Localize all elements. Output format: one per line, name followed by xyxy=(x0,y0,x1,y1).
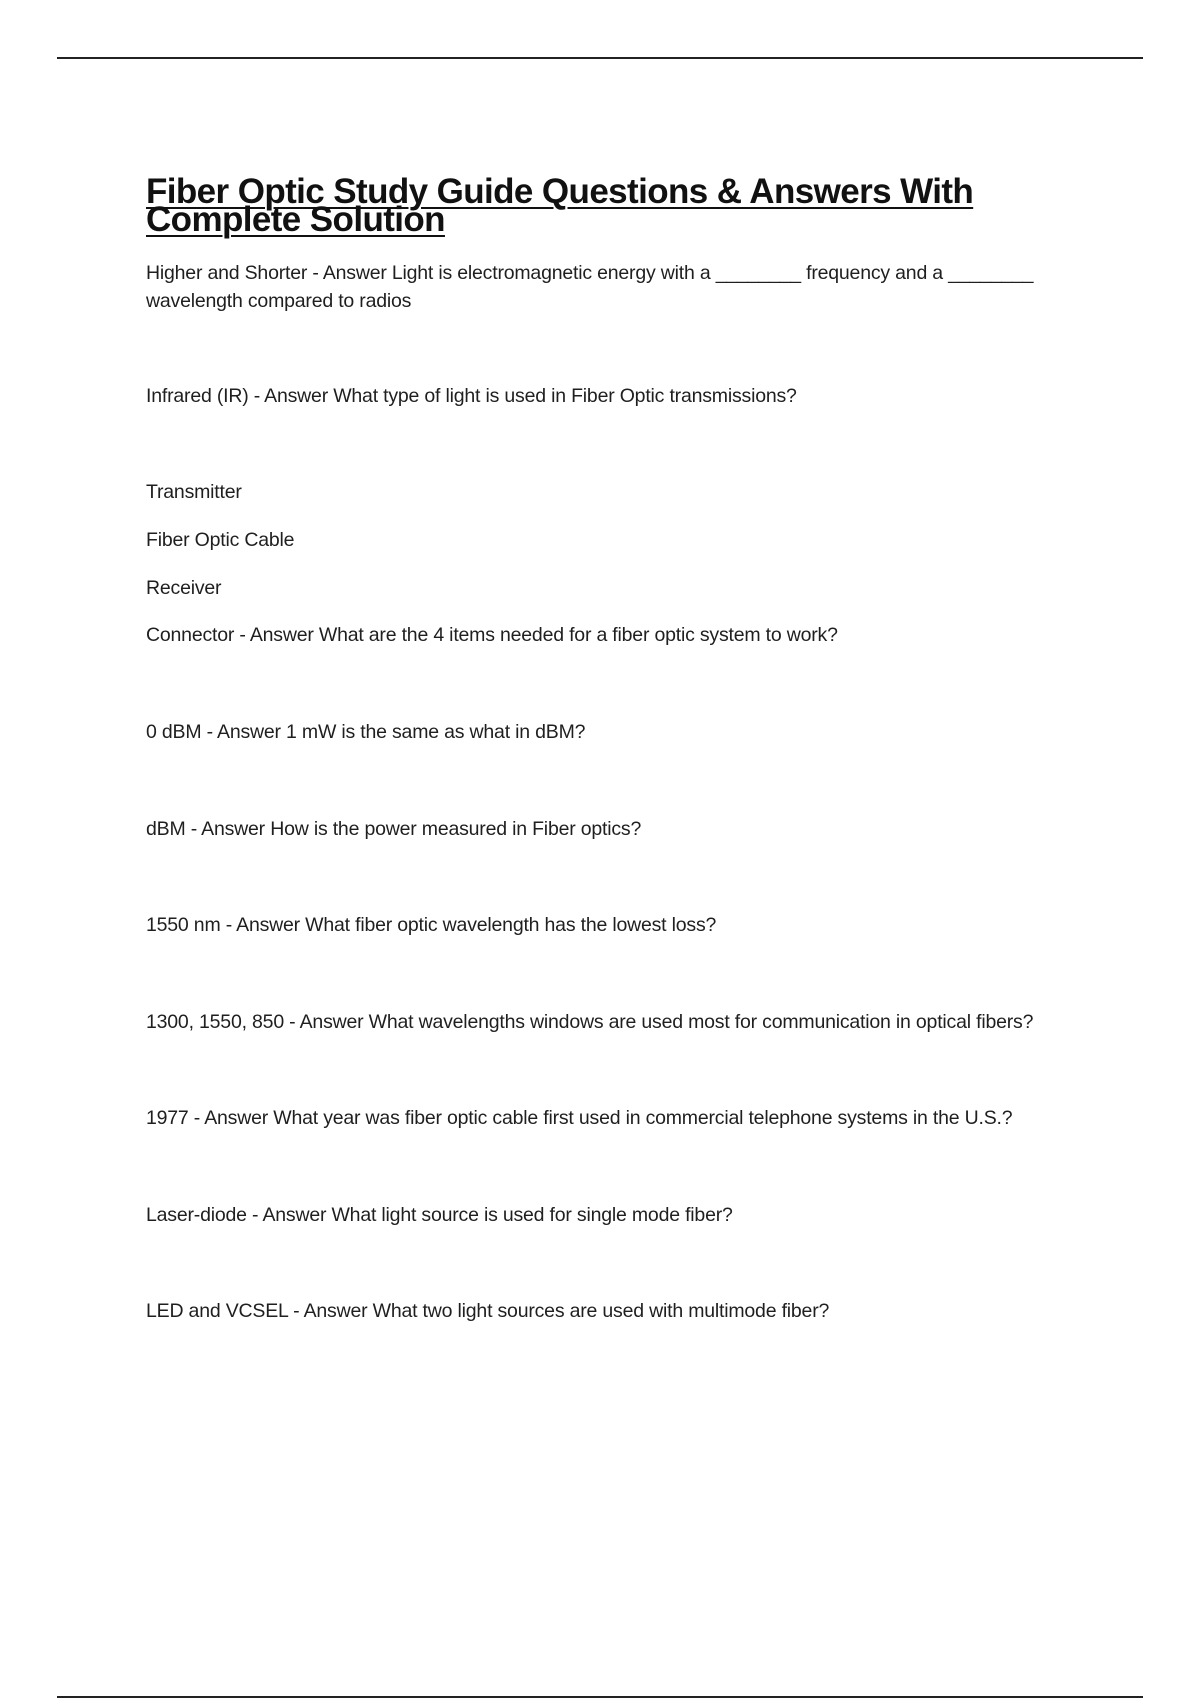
qa-item: dBM - Answer How is the power measured in Fiber optics? xyxy=(146,818,642,840)
list-item: Fiber Optic Cable xyxy=(146,529,295,551)
qa-item: 1550 nm - Answer What fiber optic wavelength has the lowest loss? xyxy=(146,914,717,936)
qa-item: Laser-diode - Answer What light source is used for single mode fiber? xyxy=(146,1204,733,1226)
title-line-2: Complete Solution xyxy=(146,200,445,239)
header-rule xyxy=(57,57,1143,59)
qa-item: 1977 - Answer What year was fiber optic cable first used in commercial telephone systems in the U.S.? xyxy=(146,1107,1013,1129)
title-line-1: Fiber Optic Study Guide Questions & Answers With xyxy=(146,172,974,211)
document-body xyxy=(146,172,1076,1325)
qa-item: LED and VCSEL - Answer What two light sources are used with multimode fiber? xyxy=(146,1300,830,1322)
qa-item: Connector - Answer What are the 4 items needed for a fiber optic system to work? xyxy=(146,624,838,646)
qa-item: Infrared (IR) - Answer What type of light is used in Fiber Optic transmissions? xyxy=(146,385,797,407)
list-item: Receiver xyxy=(146,577,222,599)
qa-item: 0 dBM - Answer 1 mW is the same as what in dBM? xyxy=(146,721,586,743)
list-item: Transmitter xyxy=(146,481,242,503)
qa-item: Higher and Shorter - Answer Light is electromagnetic energy with a ________ frequency and a ________ wavelength compared to radios xyxy=(146,262,1034,312)
document-title xyxy=(146,172,1076,239)
footer-rule xyxy=(57,1696,1143,1698)
qa-item: 1300, 1550, 850 - Answer What wavelengths windows are used most for communication in optical fibers? xyxy=(146,1011,1034,1033)
